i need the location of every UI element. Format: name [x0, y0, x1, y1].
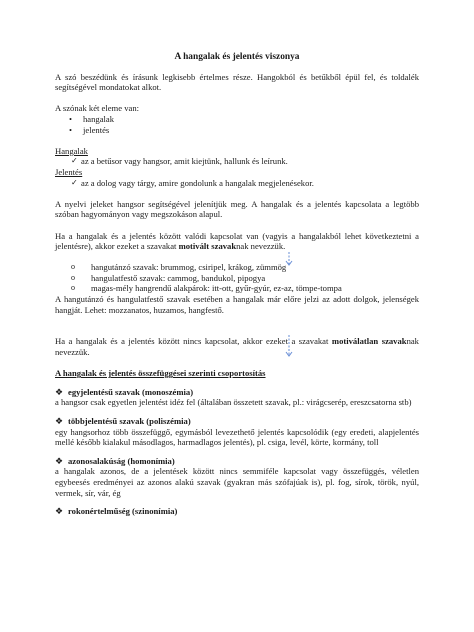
list-item: • hangalak: [69, 113, 115, 124]
group-heading: ❖ rokonértelműség (szinonímia): [55, 506, 178, 517]
motivalt-term: motivált szavak: [178, 241, 237, 252]
checkmark-icon: ✓: [71, 156, 78, 166]
list-item: ✓ az a betűsor vagy hangsor, amit kiejtünk, hallunk és leírunk.: [71, 156, 288, 167]
motivalatlan-term: motiválatlan szavak: [331, 336, 407, 347]
group-heading: ❖ többjelentésű szavak (poliszémia): [55, 416, 191, 426]
group-text: a hangalak azonos, de a jelentések között nincs semmiféle kapcsolat vagy összefüggés, véletlen egybeesés eredményei az azonos alakú szavak (gyakran más szófajúak is), pl. fog, sírok, török, nyúl, vermek, sír, vár, ég: [55, 466, 419, 498]
hangalak-heading: Hangalak: [55, 145, 88, 156]
list-item: • jelentés: [69, 124, 110, 135]
group-text: egy hangsorhoz több összefüggő, egymásból levezethető jelentés kapcsolódik (egy eredeti, alapjelentés mellé később kialakul másodlagos, harmadlagos jelentés), pl. csiga, levél, körte, kormány, toll: [55, 426, 419, 448]
group-text: a hangsor csak egyetlen jelentést idéz fel (általában összetett szavak, pl.: virágcserép, ereszcsatorna stb): [55, 397, 412, 408]
circle-bullet-icon: o: [71, 272, 75, 282]
grouping-heading: A hangalak és jelentés összefüggései szerinti csoportosítás: [55, 368, 266, 379]
checkmark-icon: ✓: [71, 177, 78, 187]
jelentes-heading: Jelentés: [55, 166, 83, 177]
list-item: ✓ az a dolog vagy tárgy, amire gondolunk a hangalak megjelenésekor.: [71, 177, 314, 188]
diamond-cluster-icon: ❖: [55, 455, 64, 466]
circle-bullet-icon: o: [71, 283, 75, 293]
motivalatlan-paragraph: Ha a hangalak és a jelentés között nincs kapcsolat, akkor ezeket a szavakat motiválatlan szavaknak nevezzük.: [55, 336, 419, 358]
hangalak-list: [55, 156, 419, 167]
page-title: A hangalak és jelentés viszonya: [174, 52, 300, 62]
diamond-cluster-icon: ❖: [55, 386, 64, 397]
circle-bullet-icon: o: [71, 262, 75, 272]
hangulat-paragraph: A hangutánzó és hangulatfestő szavak esetében a hangalak már előre jelzi az adott dolgok, jelenségek hangját. Lehet: mozzanatos, huzamos, hangfestő.: [55, 294, 419, 315]
examples-list: [55, 262, 419, 294]
diamond-cluster-icon: ❖: [55, 506, 64, 517]
list-item: o magas-mély hangrendű alakpárok: itt-ott, gyűr-gyúr, ez-az, tömpe-tompa: [71, 283, 342, 294]
jelentes-list: [55, 178, 419, 189]
elements-list: [55, 114, 419, 135]
disc-bullet-icon: •: [69, 113, 73, 124]
list-item: o hangutánzó szavak: brummog, csiripel, krákog, zümmög: [71, 262, 287, 273]
sign-paragraph: A nyelvi jeleket hangsor segítségével jelenítjük meg. A hangalak és a jelentés kapcsolata a legtöbb szóban hagyományon vagy megszokáson alapul.: [55, 198, 419, 220]
elements-heading: A szónak két eleme van:: [55, 103, 139, 114]
group-heading: ❖ egyjelentésű szavak (monoszémia): [55, 386, 194, 397]
group-heading: ❖ azonosalakúság (homonímia): [55, 455, 175, 466]
diamond-cluster-icon: ❖: [55, 416, 64, 426]
list-item: o hangulatfestő szavak: cammog, bandukol, pipogya: [71, 272, 266, 283]
document-body: [55, 52, 419, 517]
intro-paragraph: A szó beszédünk és írásunk legkisebb értelmes része. Hangokból és betűkből épül fel, és toldalék segítségével mondatokat alkot.: [55, 71, 419, 93]
annotation-arrow-icon: [284, 335, 294, 359]
annotation-arrow-icon: [284, 252, 294, 268]
motivalt-paragraph: Ha a hangalak és a jelentés között valódi kapcsolat van (vagyis a hangalakból lehet következtetni a jelentésre), akkor ezeket a szavakat motivált szavaknak nevezzük.: [55, 230, 419, 252]
disc-bullet-icon: •: [69, 124, 73, 135]
